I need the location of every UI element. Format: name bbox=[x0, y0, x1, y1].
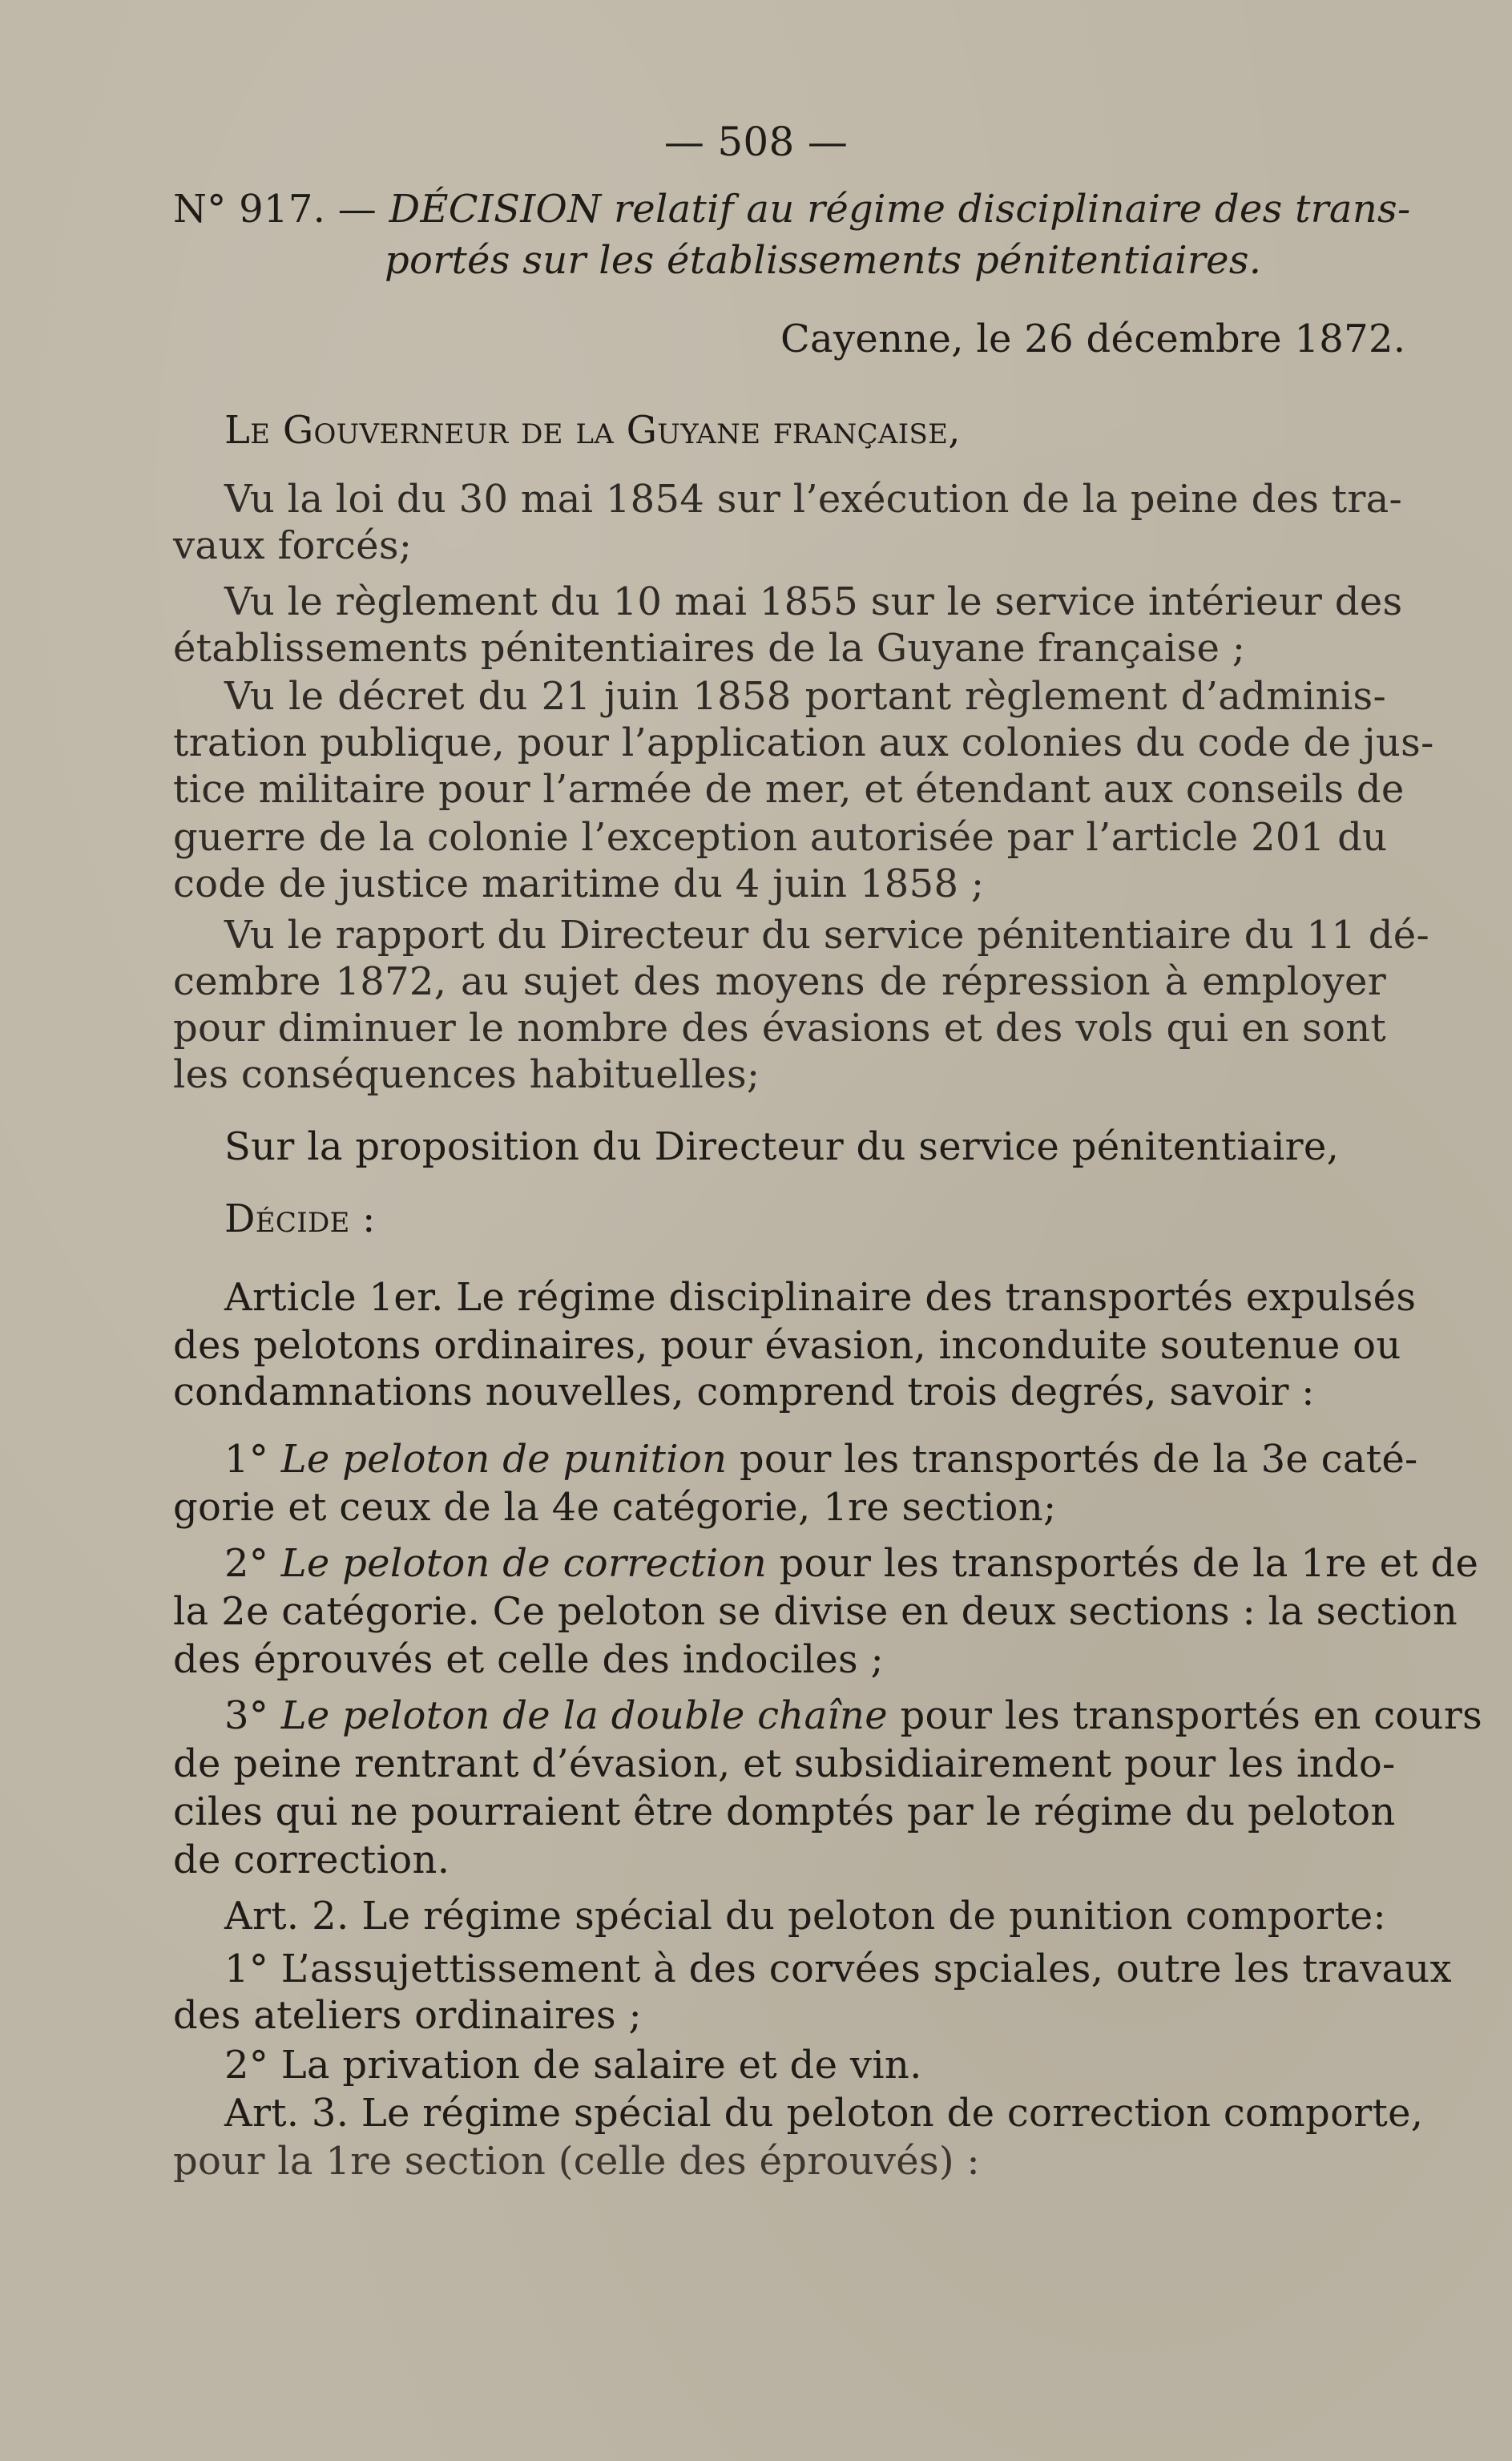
text-line-12: cembre 1872, au sujet des moyens de répression à employer bbox=[173, 959, 1386, 1004]
text-line-09: guerre de la colonie l’exception autorisée par l’article 201 du bbox=[173, 815, 1388, 860]
page-number: — 508 — bbox=[663, 119, 849, 165]
decision-title-line-1 bbox=[173, 186, 1411, 232]
text-line-19: condamnations nouvelles, comprend trois degrés, savoir : bbox=[173, 1370, 1315, 1414]
text-line-04: Vu le règlement du 10 mai 1855 sur le service intérieur des bbox=[224, 579, 1403, 624]
text-line-07: tration publique, pour l’application aux colonies du code de jus- bbox=[173, 720, 1434, 765]
place-date: Cayenne, le 26 décembre 1872. bbox=[780, 317, 1406, 361]
text-line-25 bbox=[173, 1692, 1483, 1739]
text-line-32: 2° La privation de salaire et de vin. bbox=[224, 2043, 922, 2088]
text-line-27: ciles qui ne pourraient être domptés par le régime du peloton bbox=[173, 1789, 1396, 1834]
text-line-26: de peine rentrant d’évasion, et subsidiairement pour les indo- bbox=[173, 1741, 1396, 1786]
text-line-18: des pelotons ordinaires, pour évasion, inconduite soutenue ou bbox=[173, 1323, 1401, 1368]
text-line-17: Article 1er. Le régime disciplinaire des transportés expulsés bbox=[224, 1275, 1417, 1320]
text-line-08: tice militaire pour l’armée de mer, et étendant aux conseils de bbox=[173, 767, 1405, 812]
text-line-16: Décide : bbox=[224, 1196, 376, 1241]
text-line-06: Vu le décret du 21 juin 1858 portant règlement d’adminis- bbox=[224, 674, 1386, 719]
text-line-31: des ateliers ordinaires ; bbox=[173, 1993, 642, 2038]
text-line-13: pour diminuer le nombre des évasions et des vols qui en sont bbox=[173, 1006, 1386, 1051]
text-line-05: établissements pénitentiaires de la Guyane française ; bbox=[173, 626, 1246, 671]
text-line-15: Sur la proposition du Directeur du service pénitentiaire, bbox=[224, 1124, 1340, 1169]
text-line-20-rest: pour les transportés de la 3e caté- bbox=[727, 1437, 1418, 1482]
text-line-20 bbox=[173, 1436, 1418, 1483]
text-line-22 bbox=[173, 1540, 1479, 1587]
peloton-correction-term: Le peloton de correction bbox=[280, 1541, 767, 1586]
decision-number: N° 917. — bbox=[173, 187, 377, 232]
text-line-28: de correction. bbox=[173, 1838, 450, 1882]
text-line-29: Art. 2. Le régime spécial du peloton de punition comporte: bbox=[224, 1894, 1386, 1939]
list-marker-3: 3° bbox=[224, 1693, 281, 1738]
text-line-14: les conséquences habituelles; bbox=[173, 1052, 760, 1097]
text-line-24: des éprouvés et celle des indociles ; bbox=[173, 1637, 885, 1682]
text-line-34: pour la 1re section (celle des éprouvés) : bbox=[173, 2139, 980, 2184]
text-line-22-rest: pour les transportés de la 1re et de bbox=[767, 1541, 1479, 1586]
text-line-11: Vu le rapport du Directeur du service pénitentiaire du 11 dé- bbox=[224, 913, 1429, 958]
text-line-02: Vu la loi du 30 mai 1854 sur l’exécution de la peine des tra- bbox=[224, 477, 1403, 522]
decision-title-text-1: DÉCISION relatif au régime disciplinaire des trans- bbox=[389, 187, 1411, 232]
decision-title-line-2: portés sur les établissements pénitentiaires. bbox=[385, 238, 1262, 283]
list-marker-2: 2° bbox=[224, 1541, 281, 1586]
text-line-30: 1° L’assujettissement à des corvées spciales, outre les travaux bbox=[224, 1947, 1452, 1991]
text-line-10: code de justice maritime du 4 juin 1858 ; bbox=[173, 861, 985, 906]
peloton-double-chaine-term: Le peloton de la double chaîne bbox=[280, 1693, 888, 1738]
list-marker-1: 1° bbox=[224, 1437, 281, 1482]
text-line-33: Art. 3. Le régime spécial du peloton de correction comporte, bbox=[224, 2091, 1424, 2136]
text-line-01: Le Gouverneur de la Guyane française, bbox=[224, 408, 961, 453]
text-line-03: vaux forcés; bbox=[173, 523, 413, 568]
text-line-23: la 2e catégorie. Ce peloton se divise en deux sections : la section bbox=[173, 1589, 1458, 1634]
text-line-25-rest: pour les transportés en cours bbox=[887, 1693, 1483, 1738]
peloton-punition-term: Le peloton de punition bbox=[280, 1437, 728, 1482]
text-line-21: gorie et ceux de la 4e catégorie, 1re section; bbox=[173, 1485, 1057, 1530]
